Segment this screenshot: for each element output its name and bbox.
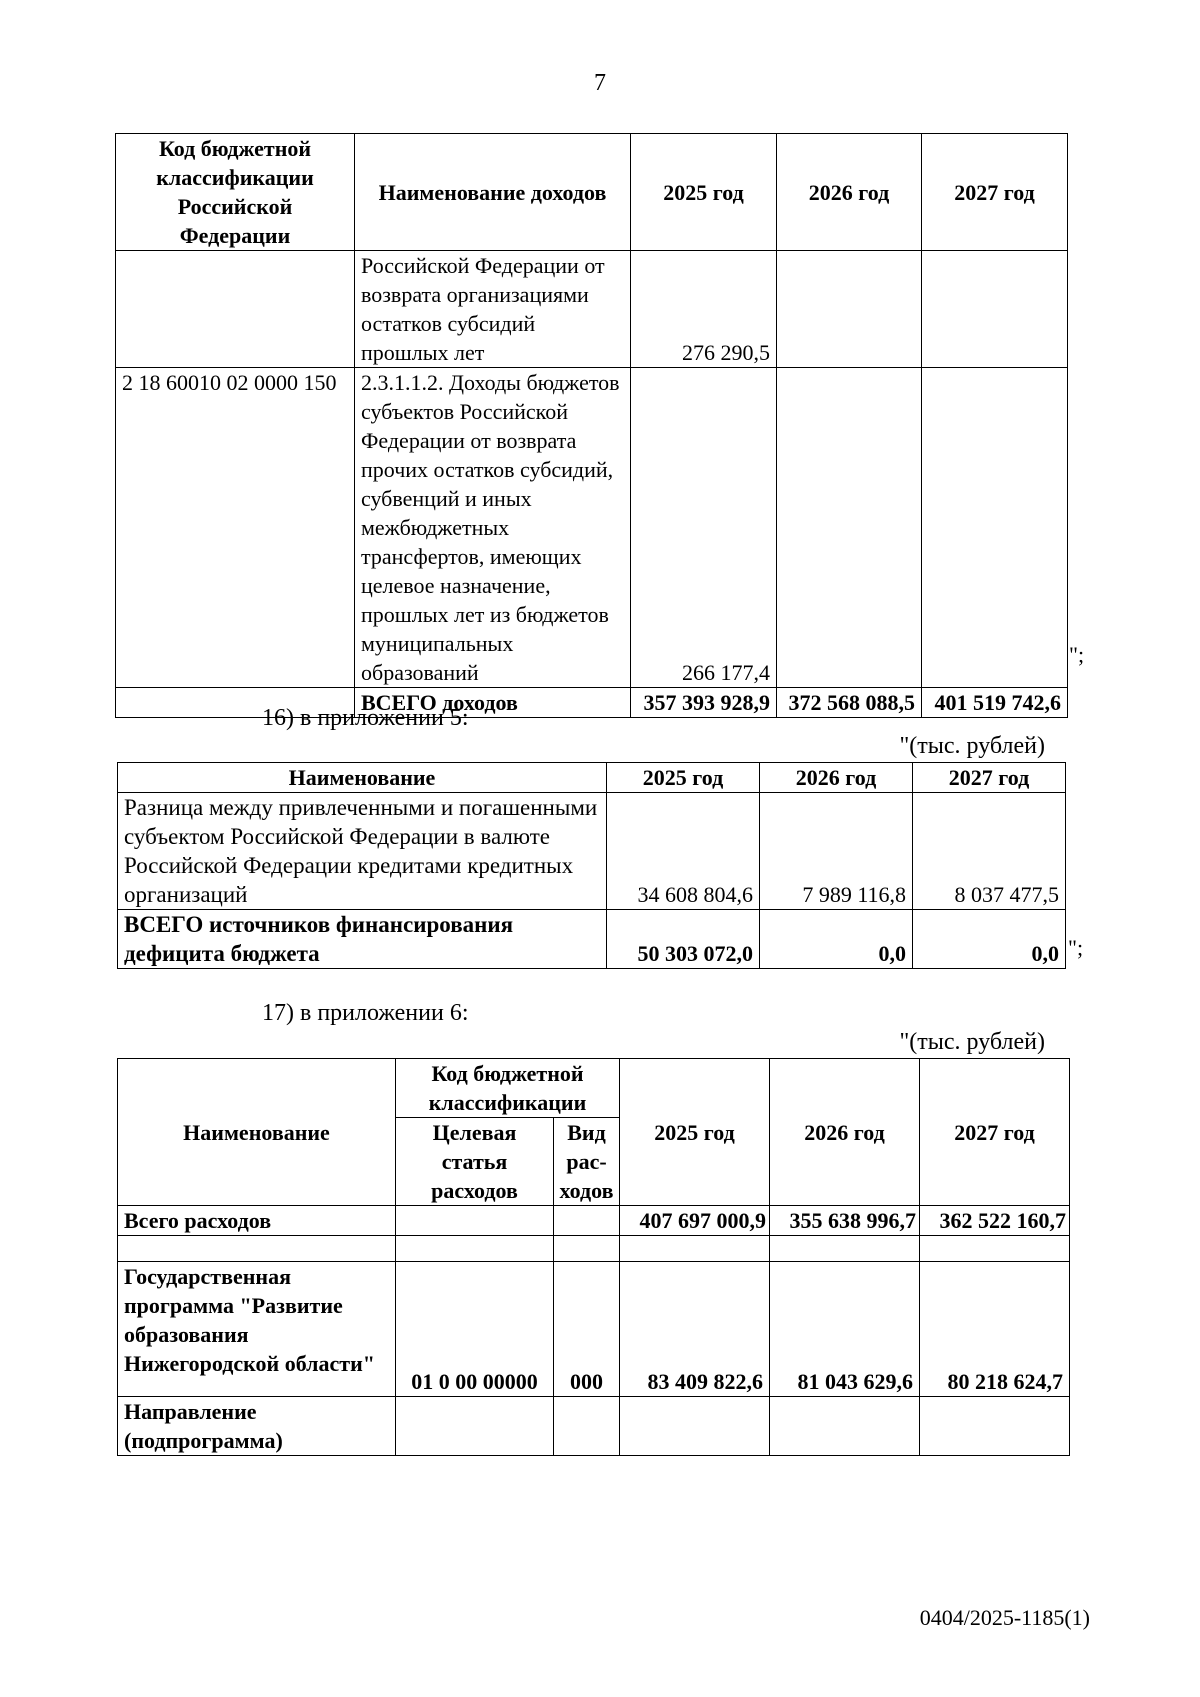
sources-table <box>117 762 1066 969</box>
total-row <box>116 688 1068 718</box>
closing-quote: "; <box>1068 935 1084 960</box>
total-label: ВСЕГО доходов <box>355 688 631 718</box>
row-2025: 266 177,4 <box>631 368 777 688</box>
row-2026 <box>777 368 922 688</box>
program-target: 01 0 00 00000 <box>396 1262 554 1397</box>
header-target: Целевая статья расходов <box>396 1118 554 1206</box>
program-2025: 83 409 822,6 <box>620 1262 770 1397</box>
income-table <box>115 133 1068 718</box>
header-kind: Вид рас-ходов <box>554 1118 620 1206</box>
expenses-table <box>117 1058 1070 1456</box>
header-2025: 2025 год <box>631 134 777 251</box>
row-2026: 7 989 116,8 <box>760 793 913 910</box>
header-code-group: Код бюджетной классификации <box>396 1059 620 1118</box>
total-2026: 0,0 <box>760 910 913 969</box>
program-2027: 80 218 624,7 <box>920 1262 1070 1397</box>
row-code: 2 18 60010 02 0000 150 <box>116 368 355 688</box>
header-code: Код бюджетной классификации Российской Федерации <box>116 134 355 251</box>
row-2025: 276 290,5 <box>631 251 777 368</box>
row-2027 <box>922 368 1068 688</box>
row-2027: 8 037 477,5 <box>913 793 1066 910</box>
unit-label: "(тыс. рублей) <box>899 733 1045 759</box>
total-2027: 362 522 160,7 <box>920 1206 1070 1236</box>
header-name: Наименование <box>118 763 607 793</box>
total-2025: 50 303 072,0 <box>607 910 760 969</box>
row-2025: 34 608 804,6 <box>607 793 760 910</box>
row-name: 2.3.1.1.2. Доходы бюджетов субъектов Российской Федерации от возврата прочих остатков субсидий, субвенций и иных межбюджетных трансфертов, имеющих целевое назначение, прошлых лет из бюджетов муниципальных образований <box>355 368 631 688</box>
total-2025: 407 697 000,9 <box>620 1206 770 1236</box>
row-name: Разница между привлеченными и погашенными субъектом Российской Федерации в валюте Российской Федерации кредитами кредитных организаций <box>118 793 607 910</box>
row-2026 <box>777 251 922 368</box>
program-kind: 000 <box>554 1262 620 1397</box>
table-row <box>118 1397 1070 1456</box>
total-row <box>118 1206 1070 1236</box>
row-code <box>116 251 355 368</box>
direction-name: Направление (подпрограмма) <box>118 1397 396 1456</box>
header-2027: 2027 год <box>922 134 1068 251</box>
section-16-heading: 16) в приложении 5: <box>262 705 469 731</box>
total-2025: 357 393 928,9 <box>631 688 777 718</box>
page-number: 7 <box>594 70 606 96</box>
closing-quote: "; <box>1069 642 1085 667</box>
header-name: Наименование <box>118 1059 396 1206</box>
total-2027: 0,0 <box>913 910 1066 969</box>
document-code: 0404/2025-1185(1) <box>919 1605 1090 1630</box>
program-name: Государственная программа "Развитие образования Нижегородской области" <box>118 1262 396 1397</box>
total-2027: 401 519 742,6 <box>922 688 1068 718</box>
spacer-row <box>118 1236 1070 1262</box>
header-2025: 2025 год <box>620 1059 770 1206</box>
header-2027: 2027 год <box>913 763 1066 793</box>
unit-label: "(тыс. рублей) <box>899 1029 1045 1055</box>
total-label: ВСЕГО источников финансирования дефицита бюджета <box>118 910 607 969</box>
total-label: Всего расходов <box>118 1206 396 1236</box>
table-row <box>116 368 1068 688</box>
program-2026: 81 043 629,6 <box>770 1262 920 1397</box>
table-row <box>118 1262 1070 1397</box>
header-2026: 2026 год <box>777 134 922 251</box>
header-2025: 2025 год <box>607 763 760 793</box>
header-2026: 2026 год <box>760 763 913 793</box>
table-row <box>116 251 1068 368</box>
section-17-heading: 17) в приложении 6: <box>262 1000 469 1026</box>
header-2027: 2027 год <box>920 1059 1070 1206</box>
row-2027 <box>922 251 1068 368</box>
total-2026: 355 638 996,7 <box>770 1206 920 1236</box>
header-2026: 2026 год <box>770 1059 920 1206</box>
row-name: Российской Федерации от возврата организациями остатков субсидий прошлых лет <box>355 251 631 368</box>
table-row <box>118 793 1066 910</box>
total-row <box>118 910 1066 969</box>
header-name: Наименование доходов <box>355 134 631 251</box>
total-2026: 372 568 088,5 <box>777 688 922 718</box>
